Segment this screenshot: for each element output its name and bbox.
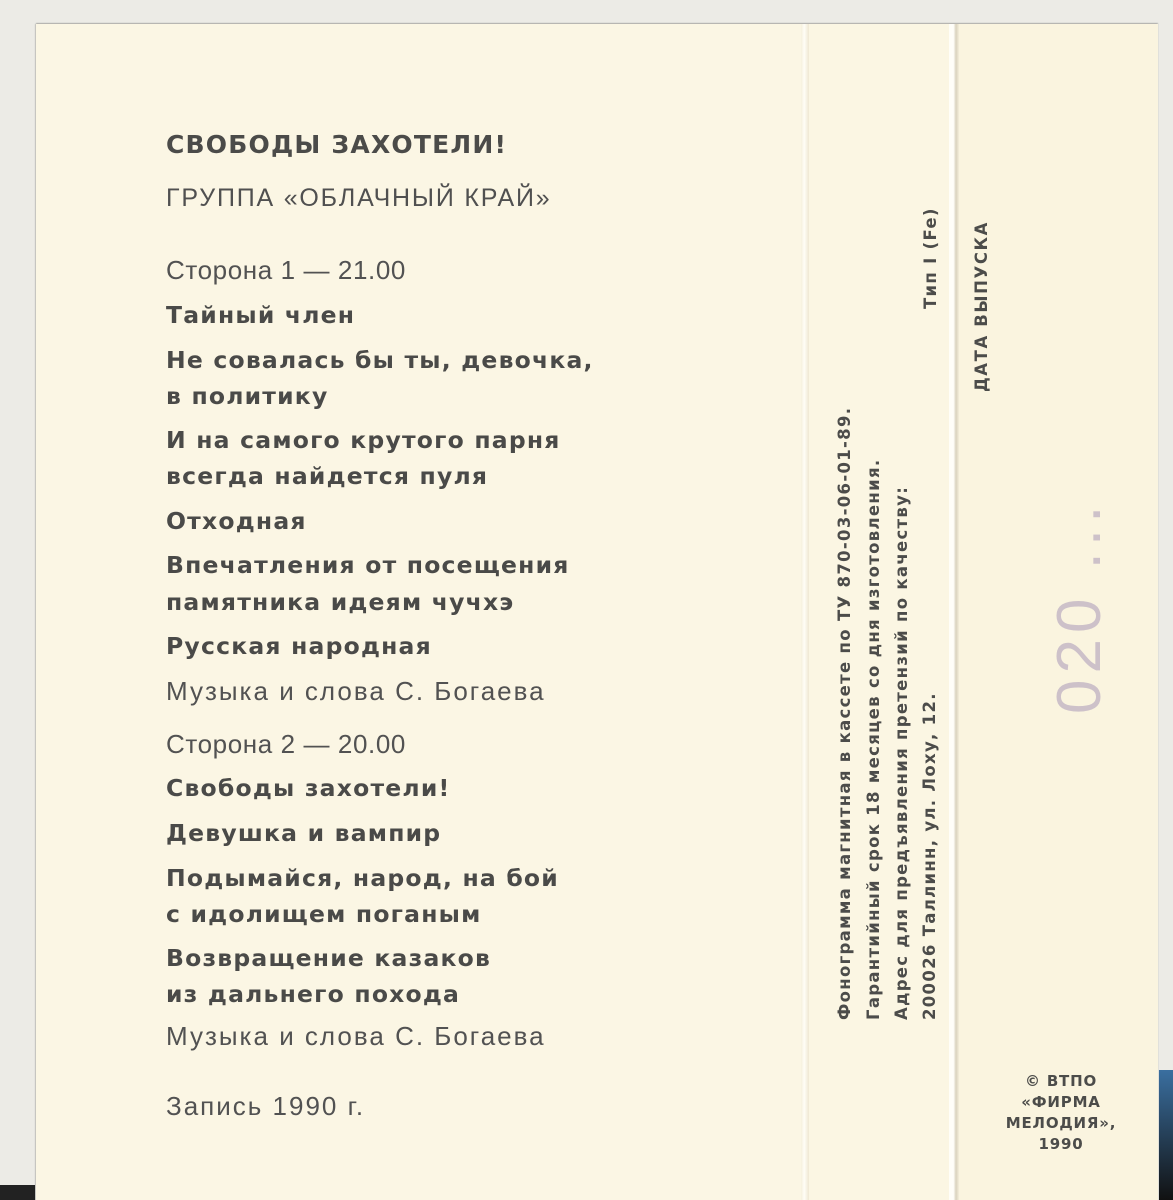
copyright-line: 1990 bbox=[1038, 1135, 1084, 1153]
spine-line-address: 200026 Таллинн, ул. Лоху, 12. bbox=[920, 692, 939, 1020]
copyright-line: © ВТПО bbox=[1025, 1072, 1097, 1090]
date-stamp: 020 ... bbox=[1045, 499, 1114, 714]
track-title-continued: памятника идеям чучхэ bbox=[166, 588, 515, 616]
track-title: Впечатления от посещения bbox=[166, 551, 570, 579]
side-2-label: Сторона 2 — 20.00 bbox=[166, 729, 406, 759]
scan-edge-shadow bbox=[0, 1185, 35, 1200]
band-name: ГРУППА «ОБЛАЧНЫЙ КРАЙ» bbox=[166, 184, 552, 212]
track-title: Не совалась бы ты, девочка, bbox=[166, 346, 594, 374]
side-1-label: Сторона 1 — 21.00 bbox=[166, 255, 406, 285]
scan-edge-shadow bbox=[1159, 1070, 1173, 1200]
track-title: Отходная bbox=[166, 507, 307, 535]
copyright-line: «ФИРМА bbox=[1021, 1093, 1101, 1111]
track-title: Девушка и вампир bbox=[166, 819, 442, 847]
tape-type: Тип I (Fe) bbox=[921, 207, 940, 309]
spine-line-format: Фонограмма магнитная в кассете по ТУ 870-03-06-01-89. bbox=[835, 406, 854, 1020]
track-title: Свободы захотели! bbox=[166, 774, 451, 802]
track-title: Тайный член bbox=[166, 301, 356, 329]
track-title: Русская народная bbox=[166, 632, 432, 660]
copyright-notice bbox=[1001, 1071, 1121, 1155]
album-title: СВОБОДЫ ЗАХОТЕЛИ! bbox=[166, 130, 508, 159]
fold-line bbox=[801, 24, 809, 1200]
track-title: Подымайся, народ, на бой bbox=[166, 864, 559, 892]
track-title: Возвращение казаков bbox=[166, 944, 492, 972]
track-title-continued: с идолищем поганым bbox=[166, 900, 482, 928]
spine-line-warranty: Гарантийный срок 18 месяцев со дня изготовления. bbox=[864, 458, 883, 1020]
spine-line-claims: Адрес для предъявления претензий по качеству: bbox=[892, 485, 911, 1020]
track-title-continued: из дальнего похода bbox=[166, 980, 461, 1008]
copyright-line: МЕЛОДИЯ», bbox=[1005, 1114, 1117, 1132]
release-date-label: ДАТА ВЫПУСКА bbox=[972, 220, 991, 392]
fold-line bbox=[949, 24, 959, 1200]
side-1-credit: Музыка и слова С. Богаева bbox=[166, 676, 546, 706]
recording-year: Запись 1990 г. bbox=[166, 1091, 366, 1121]
side-2-credit: Музыка и слова С. Богаева bbox=[166, 1021, 546, 1051]
cassette-insert bbox=[36, 24, 1158, 1200]
track-title-continued: всегда найдется пуля bbox=[166, 462, 489, 490]
track-title-continued: в политику bbox=[166, 382, 329, 410]
track-title: И на самого крутого парня bbox=[166, 426, 561, 454]
